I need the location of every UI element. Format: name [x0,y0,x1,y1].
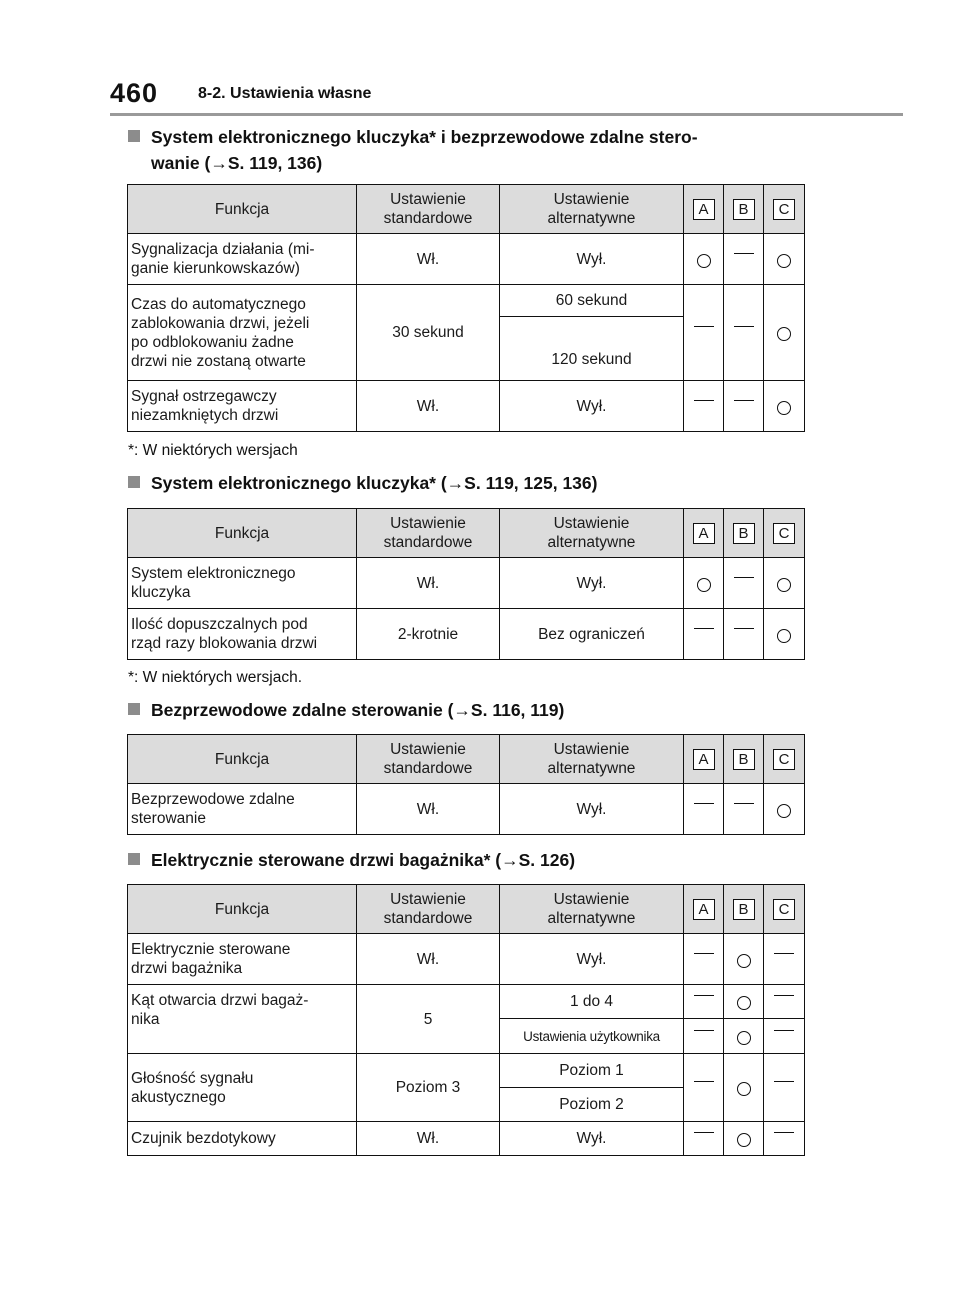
table-row [128,558,805,609]
square-bullet-icon [128,476,140,488]
section-title: 8-2. Ustawienia własne [198,85,372,102]
settings-table-1 [127,184,805,432]
circle-icon [777,254,791,268]
cell-function: Bezprzewodowe zdalne sterowanie [128,784,357,835]
cell-alternative: 60 sekund [500,285,684,317]
circle-icon [737,1133,751,1147]
square-bullet-icon [128,130,140,142]
cell-b [724,609,764,660]
cell-standard: Wł. [357,934,500,985]
col-header-alternative: Ustawienie alternatywne [500,509,684,558]
badge-b: B [733,199,755,220]
cell-c [764,609,805,660]
col-header-standard: Ustawienie standardowe [357,509,500,558]
dash-icon [774,953,794,954]
badge-a: A [693,749,715,770]
section-heading-1: System elektronicznego kluczyka* i bezprzewodowe zdalne stero- wanie (→S. 119, 136) [128,124,808,176]
col-header-a [684,509,724,558]
cell-a [684,985,724,1019]
badge-a: A [693,899,715,920]
cell-standard: Poziom 3 [357,1054,500,1122]
table-row [128,234,805,285]
col-header-b [724,509,764,558]
circle-icon [737,954,751,968]
circle-icon [737,996,751,1010]
table-row [128,1054,805,1088]
table-header-row [128,185,805,234]
cell-b [724,558,764,609]
cell-b [724,234,764,285]
dash-icon [774,1030,794,1031]
cell-standard: Wł. [357,234,500,285]
cell-alternative: Wył. [500,934,684,985]
badge-b: B [733,749,755,770]
col-header-c [764,185,805,234]
cell-b [724,1054,764,1122]
circle-icon [777,629,791,643]
cell-a [684,234,724,285]
cell-alternative: Poziom 2 [500,1088,684,1122]
badge-c: C [773,899,795,920]
cell-c [764,1122,805,1156]
cell-function: Czas do automatycznego zablokowania drzwi, jeżeli po odblokowaniu żadne drzwi nie zostaną otwarte [128,285,357,381]
cell-alternative: 1 do 4 [500,985,684,1019]
section-heading-3: Bezprzewodowe zdalne sterowanie (→S. 116, 119) [128,697,808,723]
col-header-alternative: Ustawienie alternatywne [500,885,684,934]
col-header-standard: Ustawienie standardowe [357,885,500,934]
cell-function: Czujnik bezdotykowy [128,1122,357,1156]
cell-standard: Wł. [357,558,500,609]
cell-alternative: Wył. [500,784,684,835]
col-header-alternative: Ustawienie alternatywne [500,735,684,784]
badge-b: B [733,899,755,920]
cell-alternative: Poziom 1 [500,1054,684,1088]
circle-icon [737,1082,751,1096]
cell-function: Sygnalizacja działania (mi- ganie kierunkowskazów) [128,234,357,285]
circle-icon [777,327,791,341]
col-header-alternative: Ustawienie alternatywne [500,185,684,234]
cell-standard: 2-krotnie [357,609,500,660]
cell-a [684,285,724,381]
settings-table-2 [127,508,805,660]
cell-b [724,784,764,835]
cell-c [764,285,805,381]
cell-c [764,934,805,985]
dash-icon [694,995,714,996]
circle-icon [697,254,711,268]
cell-function: Sygnał ostrzegawczy niezamkniętych drzwi [128,381,357,432]
col-header-c [764,885,805,934]
cell-standard: Wł. [357,381,500,432]
cell-c [764,234,805,285]
cell-standard: 5 [357,985,500,1054]
cell-standard: Wł. [357,1122,500,1156]
cell-alternative: 120 sekund [500,317,684,381]
dash-icon [734,400,754,401]
col-header-funkcja: Funkcja [128,185,357,234]
table-header-row [128,735,805,784]
cell-a [684,558,724,609]
cell-a [684,934,724,985]
badge-c: C [773,199,795,220]
square-bullet-icon [128,853,140,865]
col-header-funkcja: Funkcja [128,509,357,558]
badge-b: B [733,523,755,544]
dash-icon [694,1030,714,1031]
section-heading-2: System elektronicznego kluczyka* (→S. 119, 125, 136) [128,470,808,496]
cell-a [684,1122,724,1156]
cell-function: Kąt otwarcia drzwi bagaż- nika [128,985,357,1054]
col-header-a [684,185,724,234]
col-header-c [764,509,805,558]
cell-b [724,381,764,432]
dash-icon [734,628,754,629]
circle-icon [697,578,711,592]
cell-a [684,1054,724,1122]
table-header-row [128,885,805,934]
circle-icon [737,1031,751,1045]
dash-icon [774,1132,794,1133]
header-rule [110,113,903,116]
badge-a: A [693,523,715,544]
dash-icon [734,577,754,578]
dash-icon [694,628,714,629]
table-row [128,609,805,660]
cell-standard: Wł. [357,784,500,835]
dash-icon [694,1081,714,1082]
cell-alternative: Wył. [500,234,684,285]
col-header-standard: Ustawienie standardowe [357,185,500,234]
cell-alternative: Ustawienia użytkownika [500,1019,684,1054]
circle-icon [777,578,791,592]
badge-c: C [773,523,795,544]
table-row [128,784,805,835]
cell-alternative: Bez ograniczeń [500,609,684,660]
col-header-b [724,735,764,784]
footnote-2: *: W niektórych wersjach. [128,669,302,686]
footnote-1: *: W niektórych wersjach [128,442,298,459]
section-heading-4: Elektrycznie sterowane drzwi bagażnika* (→S. 126) [128,847,808,873]
circle-icon [777,401,791,415]
cell-c [764,985,805,1019]
page-header [110,76,903,116]
cell-b [724,985,764,1019]
cell-b [724,1019,764,1054]
cell-alternative: Wył. [500,1122,684,1156]
dash-icon [774,1081,794,1082]
col-header-c [764,735,805,784]
dash-icon [694,326,714,327]
cell-b [724,1122,764,1156]
col-header-b [724,885,764,934]
dash-icon [734,803,754,804]
dash-icon [694,803,714,804]
table-row [128,381,805,432]
col-header-b [724,185,764,234]
cell-c [764,784,805,835]
dash-icon [694,953,714,954]
settings-table-3 [127,734,805,835]
page-number: 460 [110,78,159,108]
cell-alternative: Wył. [500,558,684,609]
cell-function: Ilość dopuszczalnych pod rząd razy blokowania drzwi [128,609,357,660]
cell-a [684,1019,724,1054]
cell-function: Elektrycznie sterowane drzwi bagażnika [128,934,357,985]
dash-icon [734,326,754,327]
table-row [128,285,805,317]
cell-c [764,381,805,432]
settings-table-4 [127,884,805,1156]
cell-standard: 30 sekund [357,285,500,381]
badge-c: C [773,749,795,770]
cell-alternative: Wył. [500,381,684,432]
cell-b [724,285,764,381]
cell-a [684,784,724,835]
table-row [128,985,805,1019]
cell-c [764,1054,805,1122]
table-row [128,1122,805,1156]
cell-a [684,381,724,432]
cell-c [764,1019,805,1054]
dash-icon [774,995,794,996]
cell-a [684,609,724,660]
circle-icon [777,804,791,818]
dash-icon [694,1132,714,1133]
table-header-row [128,509,805,558]
col-header-standard: Ustawienie standardowe [357,735,500,784]
cell-function: System elektronicznego kluczyka [128,558,357,609]
cell-b [724,934,764,985]
dash-icon [734,253,754,254]
col-header-a [684,735,724,784]
badge-a: A [693,199,715,220]
dash-icon [694,400,714,401]
table-row [128,934,805,985]
col-header-a [684,885,724,934]
cell-c [764,558,805,609]
col-header-funkcja: Funkcja [128,885,357,934]
cell-function: Głośność sygnału akustycznego [128,1054,357,1122]
col-header-funkcja: Funkcja [128,735,357,784]
square-bullet-icon [128,703,140,715]
